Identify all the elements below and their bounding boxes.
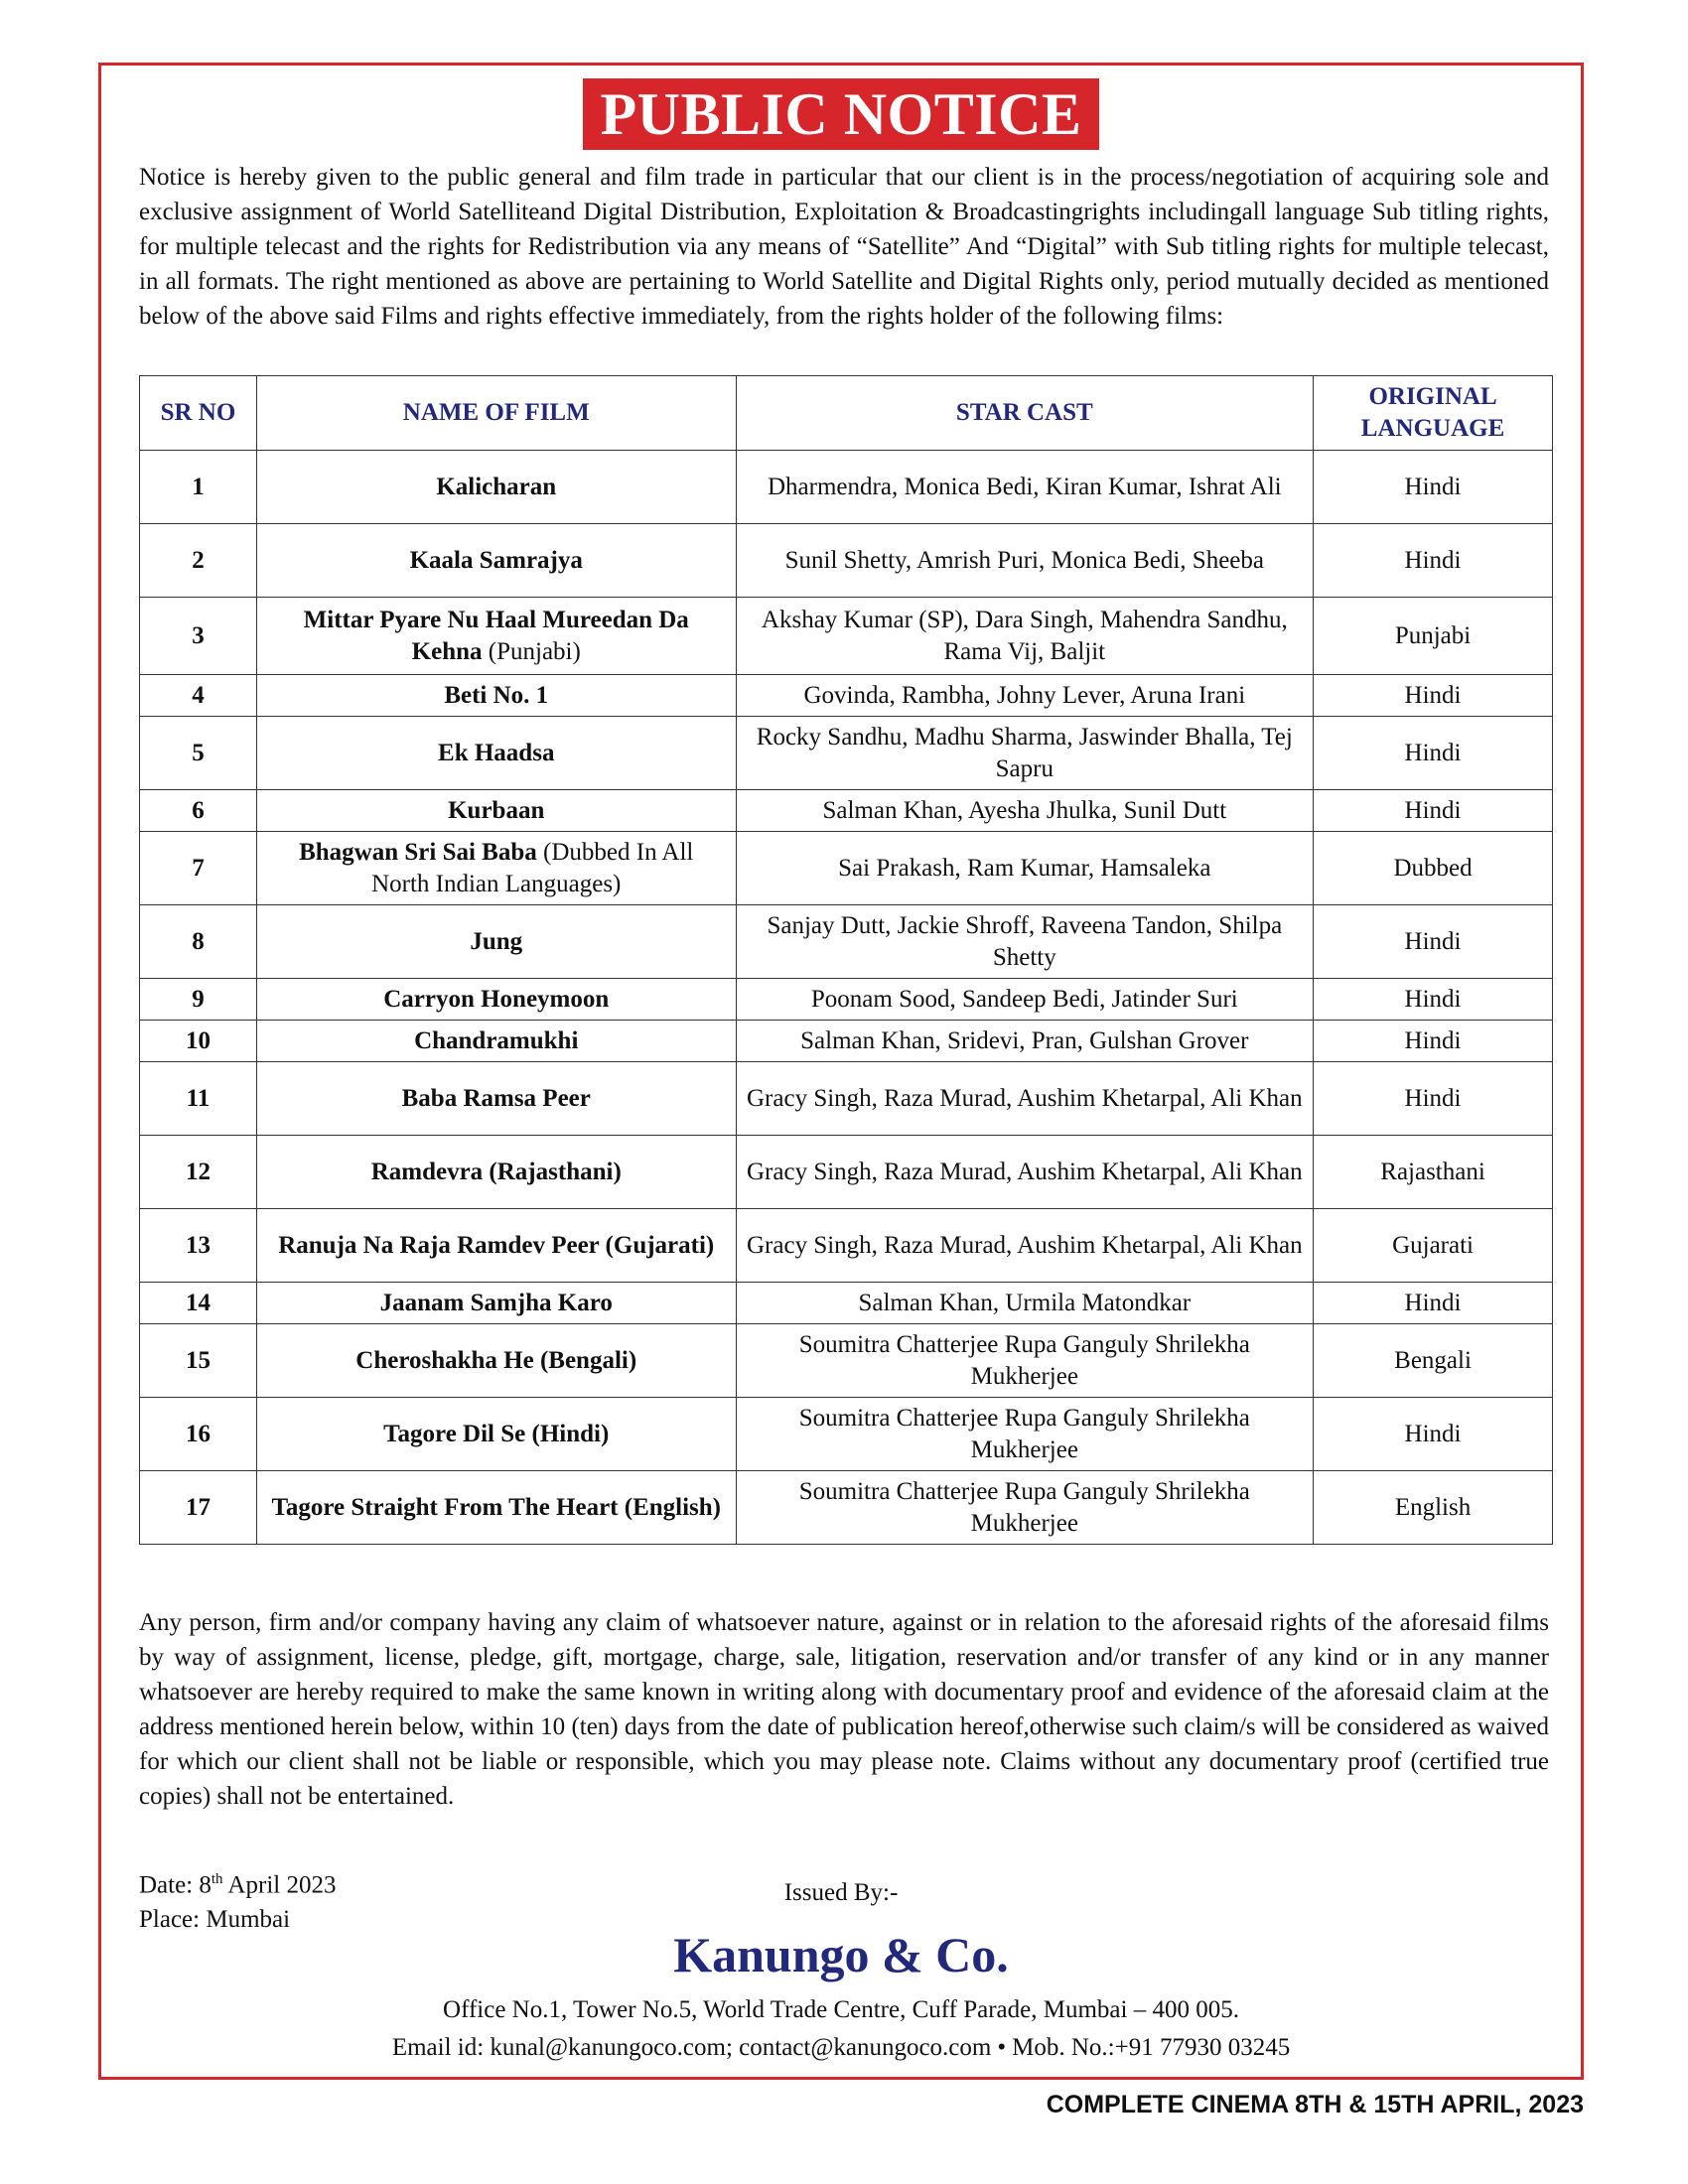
table-row bbox=[140, 1324, 1553, 1398]
cell-star-cast: Gracy Singh, Raza Murad, Aushim Khetarpal, Ali Khan bbox=[736, 1136, 1314, 1209]
cell-film-name bbox=[256, 1398, 736, 1471]
cell-sr-no: 15 bbox=[140, 1324, 257, 1398]
cell-sr-no: 2 bbox=[140, 524, 257, 598]
table-row bbox=[140, 905, 1553, 979]
date-sup: th bbox=[211, 1871, 223, 1887]
email-text: Email id: kunal@kanungoco.com; contact@kanungoco.com bbox=[391, 2034, 992, 2061]
cell-film-name bbox=[256, 1471, 736, 1545]
cell-star-cast: Govinda, Rambha, Johny Lever, Aruna Irani bbox=[736, 675, 1314, 717]
cell-sr-no: 14 bbox=[140, 1283, 257, 1324]
cell-language: Hindi bbox=[1314, 451, 1553, 524]
cell-film-name bbox=[256, 451, 736, 524]
cell-language: Hindi bbox=[1314, 1398, 1553, 1471]
cell-film-name bbox=[256, 979, 736, 1021]
film-title: Ranuja Na Raja Ramdev Peer (Gujarati) bbox=[278, 1231, 715, 1259]
cell-star-cast: Salman Khan, Ayesha Jhulka, Sunil Dutt bbox=[736, 790, 1314, 832]
cell-language: Hindi bbox=[1314, 675, 1553, 717]
film-title: Kurbaan bbox=[448, 796, 545, 824]
table-row bbox=[140, 832, 1553, 905]
film-title: Tagore Dil Se (Hindi) bbox=[383, 1420, 610, 1447]
film-title: Ek Haadsa bbox=[438, 739, 555, 766]
film-title: Cheroshakha He (Bengali) bbox=[355, 1346, 637, 1374]
table-row bbox=[140, 979, 1553, 1021]
cell-film-name bbox=[256, 832, 736, 905]
cell-language: Hindi bbox=[1314, 1283, 1553, 1324]
header-star-cast: STAR CAST bbox=[736, 376, 1314, 451]
title-wrap bbox=[101, 78, 1581, 150]
cell-star-cast: Sai Prakash, Ram Kumar, Hamsaleka bbox=[736, 832, 1314, 905]
cell-film-name bbox=[256, 1324, 736, 1398]
cell-sr-no: 12 bbox=[140, 1136, 257, 1209]
cell-film-name bbox=[256, 598, 736, 675]
film-title: Carryon Honeymoon bbox=[383, 985, 610, 1013]
date-suffix: April 2023 bbox=[222, 1871, 337, 1899]
film-title: Ramdevra (Rajasthani) bbox=[370, 1158, 622, 1185]
cell-film-name bbox=[256, 1136, 736, 1209]
films-table bbox=[139, 375, 1553, 1545]
cell-sr-no: 1 bbox=[140, 451, 257, 524]
cell-language: Rajasthani bbox=[1314, 1136, 1553, 1209]
cell-sr-no: 5 bbox=[140, 717, 257, 790]
film-title: Kalicharan bbox=[436, 473, 557, 500]
cell-sr-no: 11 bbox=[140, 1062, 257, 1136]
cell-film-name bbox=[256, 905, 736, 979]
film-title: Mittar Pyare Nu Haal Mureedan Da Kehna bbox=[303, 606, 689, 665]
table-header-row bbox=[140, 376, 1553, 451]
film-title: Jaanam Samjha Karo bbox=[379, 1289, 613, 1316]
cell-film-name bbox=[256, 1283, 736, 1324]
cell-star-cast: Soumitra Chatterjee Rupa Ganguly Shrilekha Mukherjee bbox=[736, 1324, 1314, 1398]
cell-language: Hindi bbox=[1314, 979, 1553, 1021]
cell-language: Dubbed bbox=[1314, 832, 1553, 905]
film-title: Beti No. 1 bbox=[444, 681, 549, 709]
film-title: Tagore Straight From The Heart (English) bbox=[271, 1493, 722, 1521]
header-original-language: ORIGINAL LANGUAGE bbox=[1314, 376, 1553, 451]
cell-language: Hindi bbox=[1314, 1062, 1553, 1136]
mobile-text: Mob. No.:+91 77930 03245 bbox=[1012, 2034, 1291, 2061]
cell-film-name bbox=[256, 524, 736, 598]
cell-star-cast: Poonam Sood, Sandeep Bedi, Jatinder Suri bbox=[736, 979, 1314, 1021]
cell-sr-no: 8 bbox=[140, 905, 257, 979]
notice-frame bbox=[98, 63, 1584, 2080]
cell-language: Punjabi bbox=[1314, 598, 1553, 675]
cell-language: Gujarati bbox=[1314, 1209, 1553, 1283]
cell-sr-no: 17 bbox=[140, 1471, 257, 1545]
film-note: (Punjabi) bbox=[488, 637, 581, 665]
cell-sr-no: 10 bbox=[140, 1021, 257, 1062]
table-row bbox=[140, 598, 1553, 675]
cell-language: English bbox=[1314, 1471, 1553, 1545]
film-title: Baba Ramsa Peer bbox=[401, 1084, 591, 1112]
cell-star-cast: Salman Khan, Sridevi, Pran, Gulshan Grover bbox=[736, 1021, 1314, 1062]
place-line: Place: Mumbai bbox=[139, 1906, 291, 1934]
cell-film-name bbox=[256, 790, 736, 832]
film-title: Chandramukhi bbox=[414, 1026, 579, 1054]
cell-star-cast: Sanjay Dutt, Jackie Shroff, Raveena Tandon, Shilpa Shetty bbox=[736, 905, 1314, 979]
cell-star-cast: Salman Khan, Urmila Matondkar bbox=[736, 1283, 1314, 1324]
cell-star-cast: Soumitra Chatterjee Rupa Ganguly Shrilekha Mukherjee bbox=[736, 1398, 1314, 1471]
office-address: Office No.1, Tower No.5, World Trade Centre, Cuff Parade, Mumbai – 400 005. bbox=[443, 1996, 1239, 2023]
cell-film-name bbox=[256, 1062, 736, 1136]
cell-star-cast: Sunil Shetty, Amrish Puri, Monica Bedi, Sheeba bbox=[736, 524, 1314, 598]
table-row bbox=[140, 790, 1553, 832]
cell-film-name bbox=[256, 675, 736, 717]
cell-film-name bbox=[256, 1021, 736, 1062]
cell-sr-no: 4 bbox=[140, 675, 257, 717]
film-title: Jung bbox=[470, 927, 523, 955]
date-prefix: Date: 8 bbox=[139, 1871, 211, 1899]
film-title: Kaala Samrajya bbox=[409, 546, 583, 574]
table-row bbox=[140, 1136, 1553, 1209]
cell-language: Hindi bbox=[1314, 905, 1553, 979]
cell-language: Hindi bbox=[1314, 790, 1553, 832]
header-film-name: NAME OF FILM bbox=[256, 376, 736, 451]
cell-sr-no: 6 bbox=[140, 790, 257, 832]
film-title: Bhagwan Sri Sai Baba bbox=[299, 838, 537, 866]
cell-sr-no: 3 bbox=[140, 598, 257, 675]
table-row bbox=[140, 1062, 1553, 1136]
cell-star-cast: Rocky Sandhu, Madhu Sharma, Jaswinder Bhalla, Tej Sapru bbox=[736, 717, 1314, 790]
table-row bbox=[140, 1021, 1553, 1062]
publication-footer: COMPLETE CINEMA 8TH & 15TH APRIL, 2023 bbox=[1046, 2091, 1584, 2118]
film-note: (Dubbed In All North Indian Languages) bbox=[371, 838, 694, 897]
intro-paragraph: Notice is hereby given to the public general and film trade in particular that our client is in the process/negotiation of acquiring sole and exclusive assignment of World Satelliteand Digital Distribution, Exploitation & Broadcastingrights includingall language Sub titling rights, for multiple telecast and the rights for Redistribution via any means of “Satellite” And “Digital” with Sub titling rights for multiple telecast, in all formats. The right mentioned as above are pertaining to World Satellite and Digital Rights only, period mutually decided as mentioned below of the above said Films and rights effective immediately, from the rights holder of the following films: bbox=[139, 164, 1549, 330]
cell-star-cast: Dharmendra, Monica Bedi, Kiran Kumar, Ishrat Ali bbox=[736, 451, 1314, 524]
cell-star-cast: Soumitra Chatterjee Rupa Ganguly Shrilekha Mukherjee bbox=[736, 1471, 1314, 1545]
table-row bbox=[140, 1209, 1553, 1283]
table-row bbox=[140, 1283, 1553, 1324]
claims-paragraph: Any person, firm and/or company having any claim of whatsoever nature, against or in relation to the aforesaid rights of the aforesaid films by way of assignment, license, pledge, gift, mortgage, charge, sale, litigation, reservation and/or transfer of any kind or in any manner whatsoever are hereby required to make the same known in writing along with documentary proof and evidence of the aforesaid claim at the address mentioned herein below, within 10 (ten) days from the date of publication hereof,otherwise such claim/s will be considered as waived for which our client shall not be liable or responsible, which you may please note. Claims without any documentary proof (certified true copies) shall not be entertained. bbox=[139, 1609, 1549, 1810]
contact-line bbox=[101, 2034, 1581, 2062]
cell-film-name bbox=[256, 717, 736, 790]
table-row bbox=[140, 451, 1553, 524]
cell-star-cast: Akshay Kumar (SP), Dara Singh, Mahendra Sandhu, Rama Vij, Baljit bbox=[736, 598, 1314, 675]
cell-sr-no: 16 bbox=[140, 1398, 257, 1471]
cell-language: Bengali bbox=[1314, 1324, 1553, 1398]
table-row bbox=[140, 1398, 1553, 1471]
cell-sr-no: 9 bbox=[140, 979, 257, 1021]
firm-name: Kanungo & Co. bbox=[673, 1927, 1009, 1982]
cell-star-cast: Gracy Singh, Raza Murad, Aushim Khetarpal, Ali Khan bbox=[736, 1062, 1314, 1136]
cell-language: Hindi bbox=[1314, 524, 1553, 598]
table-row bbox=[140, 717, 1553, 790]
cell-star-cast: Gracy Singh, Raza Murad, Aushim Khetarpal, Ali Khan bbox=[736, 1209, 1314, 1283]
cell-language: Hindi bbox=[1314, 1021, 1553, 1062]
table-row bbox=[140, 524, 1553, 598]
cell-sr-no: 7 bbox=[140, 832, 257, 905]
table-row bbox=[140, 1471, 1553, 1545]
cell-film-name bbox=[256, 1209, 736, 1283]
bullet-separator: • bbox=[997, 2034, 1007, 2061]
cell-sr-no: 13 bbox=[140, 1209, 257, 1283]
table-row bbox=[140, 675, 1553, 717]
issued-by: Issued By:- bbox=[783, 1879, 899, 1906]
notice-title: PUBLIC NOTICE bbox=[583, 78, 1100, 150]
cell-language: Hindi bbox=[1314, 717, 1553, 790]
header-sr-no: SR NO bbox=[140, 376, 257, 451]
film-rows bbox=[140, 451, 1553, 1545]
